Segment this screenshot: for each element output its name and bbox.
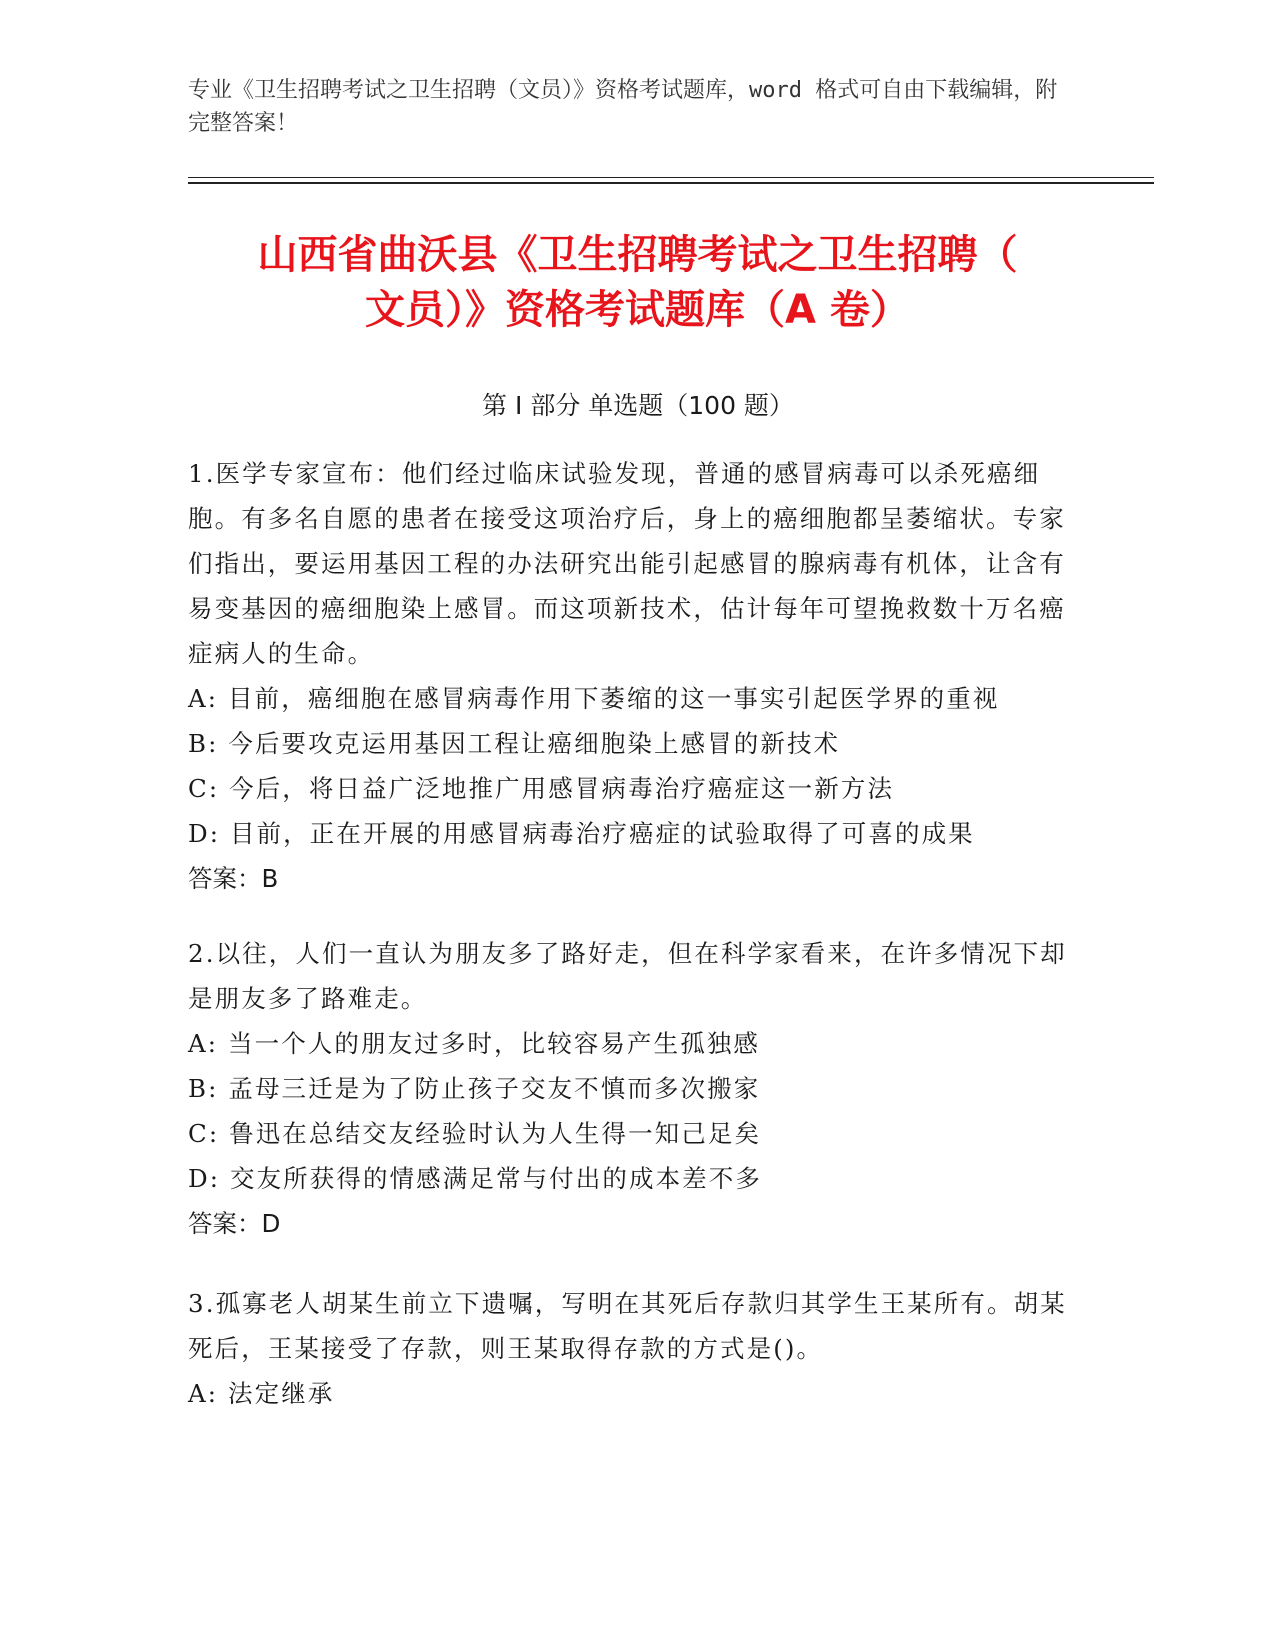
- header-divider-thick: [188, 182, 1154, 184]
- option-b: B: 孟母三迁是为了防止孩子交友不慎而多次搬家: [188, 1074, 761, 1103]
- option-a: A: 当一个人的朋友过多时，比较容易产生孤独感: [188, 1029, 761, 1058]
- document-title: [160, 228, 1115, 338]
- question-stem: 2.以往，人们一直认为朋友多了路好走，但在科学家看来，在许多情况下却是朋友多了路难走。: [188, 939, 1067, 1013]
- option-b: B: 今后要攻克运用基因工程让癌细胞染上感冒的新技术: [188, 729, 841, 758]
- question-2: [188, 931, 1068, 1246]
- title-line-2: 文员）》资格考试题库（A 卷）: [365, 287, 910, 333]
- header-note: 专业《卫生招聘考试之卫生招聘（文员）》资格考试题库，word 格式可自由下载编辑，附完整答案！: [188, 78, 1058, 136]
- option-c: C: 鲁迅在总结交友经验时认为人生得一知己足矣: [188, 1119, 762, 1148]
- section-heading: 第 I 部分 单选题（100 题）: [482, 391, 794, 420]
- answer: 答案：D: [188, 1209, 281, 1238]
- question-stem: 1.医学专家宣布：他们经过临床试验发现，普通的感冒病毒可以杀死癌细胞。有多名自愿的患者在接受这项治疗后，身上的癌细胞都呈萎缩状。专家们指出，要运用基因工程的办法研究出能引起感冒的腺病毒有机体，让含有易变基因的癌细胞染上感冒。而这项新技术，估计每年可望挽救数十万名癌症病人的生命。: [188, 459, 1066, 668]
- option-a: A: 目前，癌细胞在感冒病毒作用下萎缩的这一事实引起医学界的重视: [188, 684, 1000, 713]
- question-stem: 3.孤寡老人胡某生前立下遗嘱，写明在其死后存款归其学生王某所有。胡某死后，王某接受了存款，则王某取得存款的方式是()。: [188, 1289, 1067, 1363]
- question-3: [188, 1281, 1068, 1416]
- option-a: A: 法定继承: [188, 1379, 335, 1408]
- option-d: D: 交友所获得的情感满足常与付出的成本差不多: [188, 1164, 762, 1193]
- header-divider-thin: [188, 177, 1154, 178]
- option-c: C: 今后，将日益广泛地推广用感冒病毒治疗癌症这一新方法: [188, 774, 895, 803]
- answer: 答案：B: [188, 864, 279, 893]
- question-1: [188, 451, 1068, 901]
- title-line-1: 山西省曲沃县《卫生招聘考试之卫生招聘（: [257, 232, 1018, 278]
- option-d: D: 目前，正在开展的用感冒病毒治疗癌症的试验取得了可喜的成果: [188, 819, 975, 848]
